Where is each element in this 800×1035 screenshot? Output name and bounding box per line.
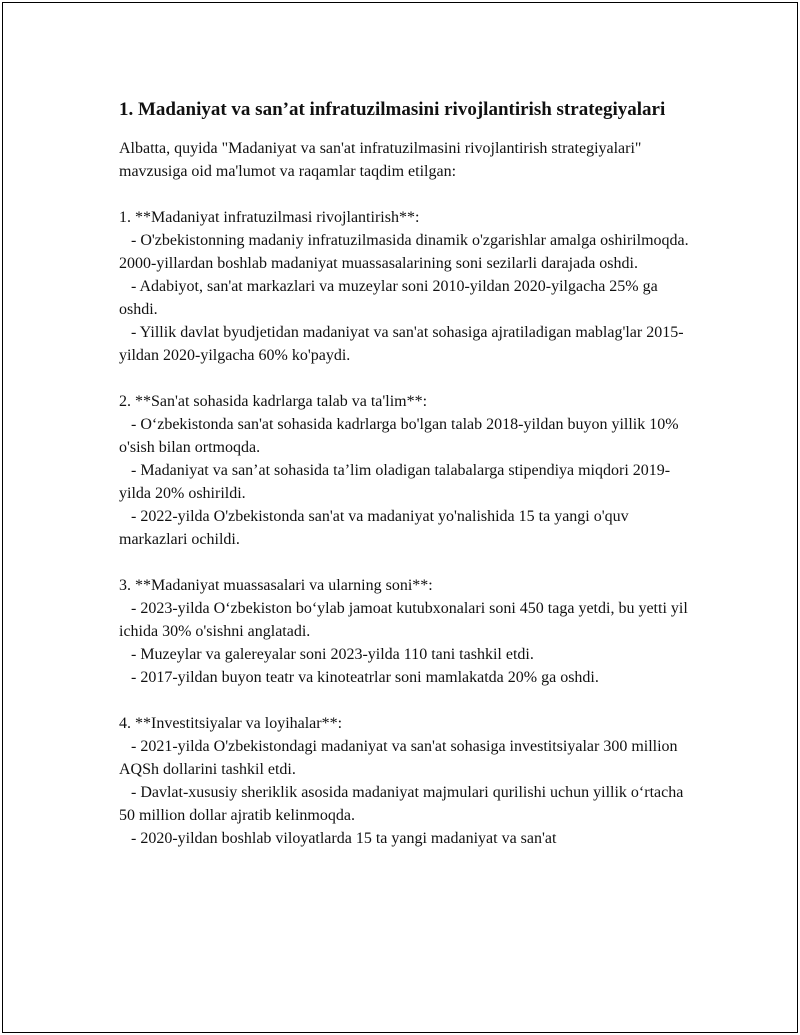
bullet-item: - 2021-yilda O'zbekistondagi madaniyat va san'at sohasiga investitsiyalar 300 million AQSh dollarini tashkil etdi. xyxy=(119,738,681,778)
section-3 xyxy=(119,574,699,689)
intro-paragraph: Albatta, quyida "Madaniyat va san'at infratuzilmasini rivojlantirish strategiyalari" mavzusiga oid ma'lumot va raqamlar taqdim etilgan: xyxy=(119,140,642,180)
bullet-item: - 2023-yilda O‘zbekiston bo‘ylab jamoat kutubxonalari soni 450 taga yetdi, bu yetti yil ichida 30% o'sishni anglatadi. xyxy=(119,600,692,640)
document-content xyxy=(119,97,699,873)
page-title: 1. Madaniyat va san’at infratuzilmasini rivojlantirish strategiyalari xyxy=(119,99,666,120)
bullet-item: - 2020-yildan boshlab viloyatlarda 15 ta yangi madaniyat va san'at xyxy=(119,830,557,847)
section-heading: 4. **Investitsiyalar va loyihalar**: xyxy=(119,715,343,732)
bullet-item: - Madaniyat va san’at sohasida ta’lim oladigan talabalarga stipendiya miqdori 2019-yilda 20% oshirildi. xyxy=(119,462,671,502)
bullet-item: - 2017-yildan buyon teatr va kinoteatrlar soni mamlakatda 20% ga oshdi. xyxy=(119,669,599,686)
bullet-item: - Muzeylar va galereyalar soni 2023-yilda 110 tani tashkil etdi. xyxy=(119,646,534,663)
section-2 xyxy=(119,390,699,551)
bullet-item: - O‘zbekistonda san'at sohasida kadrlarga bo'lgan talab 2018-yildan buyon yillik 10% o'sish bilan ortmoqda. xyxy=(119,416,683,456)
section-1 xyxy=(119,206,699,367)
bullet-item: - O'zbekistonning madaniy infratuzilmasida dinamik o'zgarishlar amalga oshirilmoqda. 2000-yillardan boshlab madaniyat muassasalarining soni sezilarli darajada oshdi. xyxy=(119,232,693,272)
section-4 xyxy=(119,712,699,850)
document-page xyxy=(2,2,798,1033)
bullet-item: - Davlat-xususiy sheriklik asosida madaniyat majmulari qurilishi uchun yillik o‘rtacha 50 million dollar ajratib kelinmoqda. xyxy=(119,784,688,824)
section-heading: 2. **San'at sohasida kadrlarga talab va ta'lim**: xyxy=(119,393,428,410)
section-heading: 1. **Madaniyat infratuzilmasi rivojlantirish**: xyxy=(119,209,420,226)
section-heading: 3. **Madaniyat muassasalari va ularning soni**: xyxy=(119,577,433,594)
bullet-item: - Yillik davlat byudjetidan madaniyat va san'at sohasiga ajratiladigan mablag'lar 2015-yildan 2020-yilgacha 60% ko'paydi. xyxy=(119,324,684,364)
bullet-item: - Adabiyot, san'at markazlari va muzeylar soni 2010-yildan 2020-yilgacha 25% ga oshdi. xyxy=(119,278,662,318)
bullet-item: - 2022-yilda O'zbekistonda san'at va madaniyat yo'nalishida 15 ta yangi o'quv markazlari ochildi. xyxy=(119,508,633,548)
